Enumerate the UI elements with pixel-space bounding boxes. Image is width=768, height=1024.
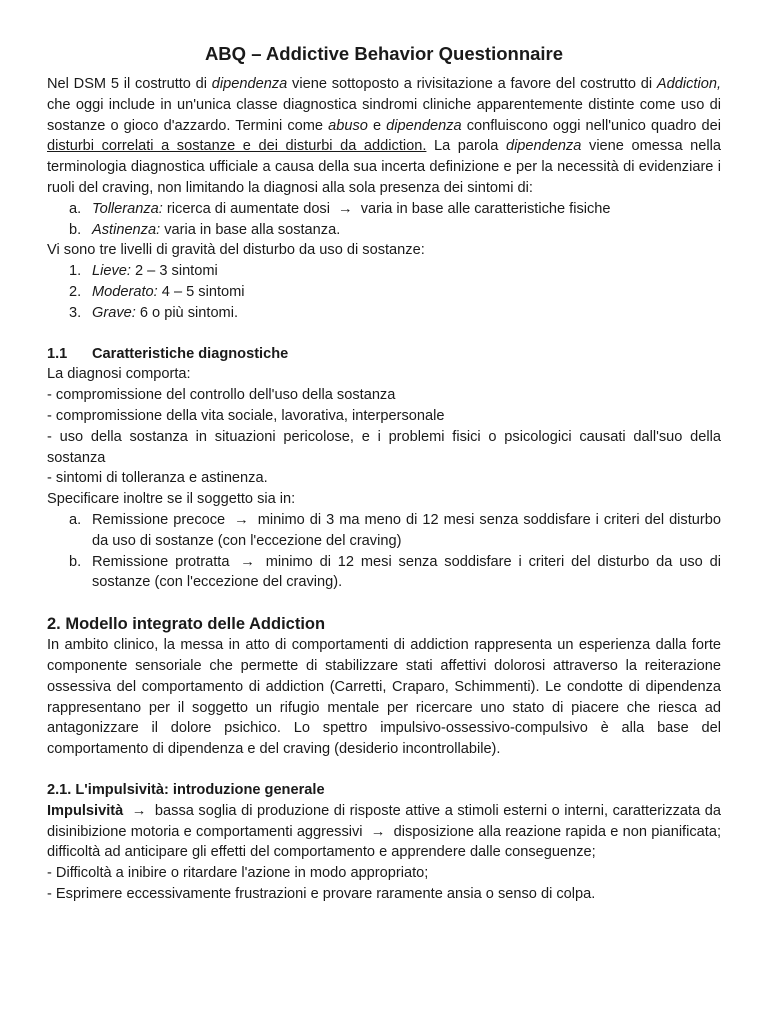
section-heading-1-1: 1.1 Caratteristiche diagnostiche — [47, 345, 289, 362]
impulsivity-paragraph: Impulsività → bassa soglia di produzione di risposte attive a stimoli esterni o interni, caratterizzata da disinibizione motoria e comportamenti aggressivi → disposizione alla reazione rapida e non pianificata; difficoltà ad anticipare gli effetti del comportamento e apprendere dalle conseguenze; — [47, 802, 721, 861]
section-heading-2-1: 2.1. L'impulsività: introduzione generale — [47, 781, 325, 798]
list-item: 3. Grave: 6 o più sintomi. — [69, 304, 239, 321]
levels-list — [47, 261, 721, 323]
intro-paragraph: Nel DSM 5 il costrutto di dipendenza viene sottoposto a rivisitazione a favore del costrutto di Addiction, che oggi include in un'unica classe diagnostica sindromi cliniche apparentemente distinte come uso di sostanze o gioco d'azzardo. Termini come abuso e dipendenza confluiscono oggi nell'unico quadro dei disturbi correlati a sostanze e dei disturbi da addiction. La parola dipendenza viene omessa nella terminologia diagnostica ufficiale a causa della sua incerta definizione e per la necessità di evidenziare i ruoli del craving, non limitando la diagnosi alla sola presenza dei sintomi di: — [47, 76, 722, 196]
symptoms-list — [47, 199, 721, 241]
section-2-body: In ambito clinico, la messa in atto di comportamenti di addiction rappresenta un esperienza dalla forte componente sensoriale che permette di stabilizzare stati affettivi dolorosi attraverso la reiterazione ossessiva del comportamento di addiction (Carretti, Craparo, Schimmenti). Le condotte di dipendenza rappresentano per il soggetto un rifugio mentale per ricercare uno stato di piacere che riesca ad antagonizzare il dolore psichico. Lo spettro impulsivo-ossessivo-compulsivo è alla base del comportamento di dipendenza e del craving (desiderio incontrollabile). — [47, 637, 721, 758]
list-item: - Esprimere eccessivamente frustrazioni e provare raramente ansia o senso di colpa. — [47, 885, 596, 902]
list-item: b. Astinenza: varia in base alla sostanza. — [69, 221, 341, 238]
list-item: - compromissione della vita sociale, lavorativa, interpersonale — [47, 407, 445, 424]
list-item: 2. Moderato: 4 – 5 sintomi — [69, 283, 245, 300]
list-item: - compromissione del controllo dell'uso della sostanza — [47, 387, 396, 404]
arrow-right-icon: → — [240, 553, 255, 570]
levels-intro: Vi sono tre livelli di gravità del disturbo da uso di sostanze: — [47, 242, 425, 259]
specify-text: Specificare inoltre se il soggetto sia in: — [47, 491, 296, 508]
section-lead: La diagnosi comporta: — [47, 366, 191, 383]
list-item: a. Remissione precoce → minimo di 3 ma meno di 12 mesi senza soddisfare i criteri del disturbo da uso di sostanze (con l'eccezione del craving) — [69, 511, 721, 549]
list-item: - sintomi di tolleranza e astinenza. — [47, 470, 268, 487]
arrow-right-icon: → — [234, 511, 249, 528]
remission-list — [47, 510, 721, 593]
arrow-right-icon: → — [338, 200, 353, 217]
list-item: - uso della sostanza in situazioni pericolose, e i problemi fisici o psicologici causati dall'suo della sostanza — [47, 428, 721, 466]
list-item: a. Tolleranza: ricerca di aumentate dosi → varia in base alle caratteristiche fisiche — [69, 200, 611, 217]
list-item: - Difficoltà a inibire o ritardare l'azione in modo appropriato; — [47, 865, 429, 882]
list-item: b. Remissione protratta → minimo di 12 mesi senza soddisfare i criteri del disturbo da uso di sostanze (con l'eccezione del craving). — [69, 553, 721, 591]
document-title: ABQ – Addictive Behavior Questionnaire — [204, 43, 564, 64]
list-item: 1. Lieve: 2 – 3 sintomi — [69, 263, 218, 280]
arrow-right-icon: → — [370, 823, 386, 840]
section-heading-2: 2. Modello integrato delle Addiction — [47, 615, 326, 634]
arrow-right-icon: → — [131, 802, 147, 819]
